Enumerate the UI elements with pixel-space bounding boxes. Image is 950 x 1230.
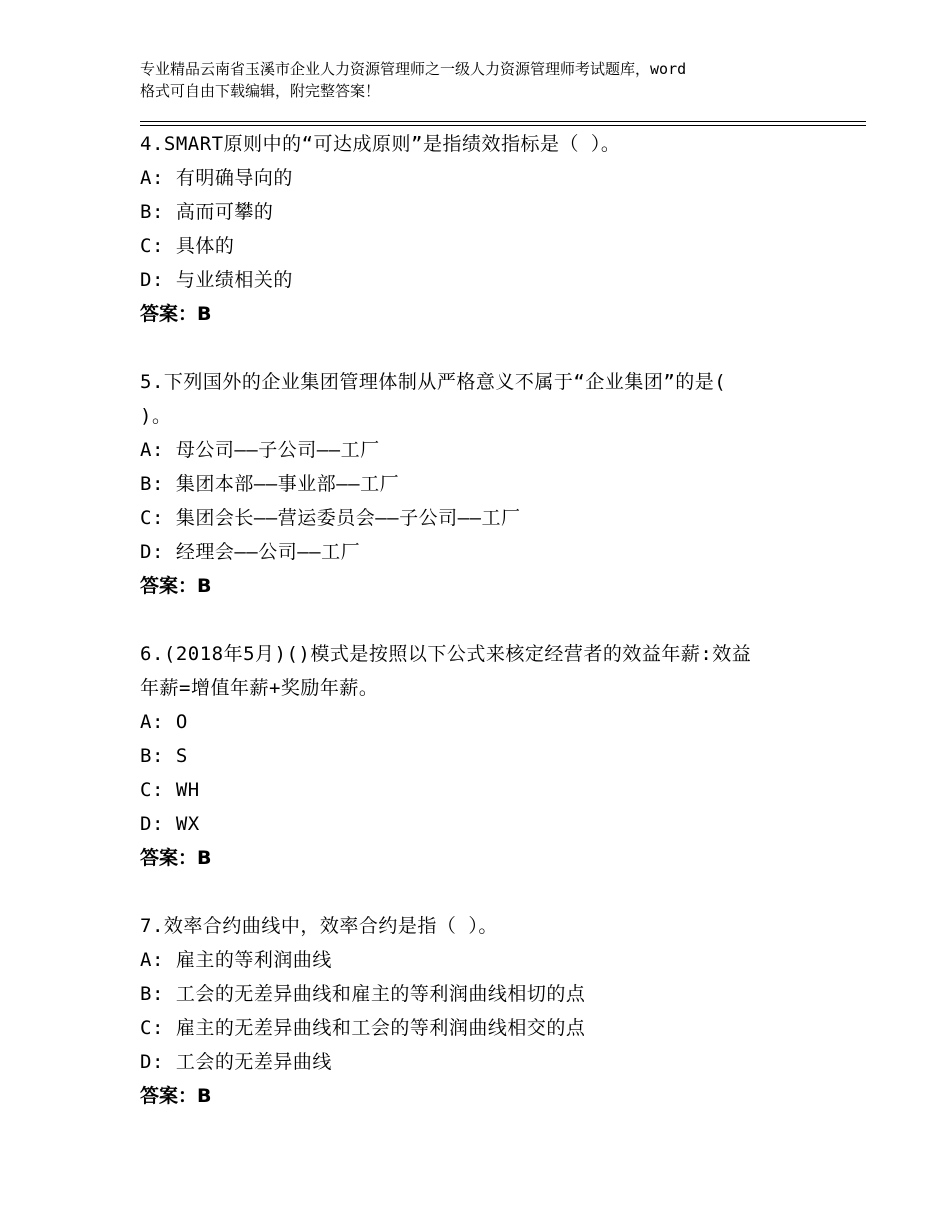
- header-divider: [140, 121, 866, 126]
- option-a: A: 雇主的等利润曲线: [140, 949, 332, 971]
- answer: 答案：B: [140, 575, 212, 597]
- answer: 答案：B: [140, 1085, 212, 1107]
- option-d: D: 与业绩相关的: [140, 269, 293, 291]
- option-a: A: 有明确导向的: [140, 167, 293, 189]
- option-a: A: O: [140, 711, 188, 733]
- question-stem: 7.效率合约曲线中，效率合约是指（ ）。: [140, 915, 498, 937]
- option-d: D: WX: [140, 813, 200, 835]
- question-7: [140, 909, 840, 1113]
- option-d: D: 工会的无差异曲线: [140, 1051, 332, 1073]
- question-6: [140, 637, 840, 875]
- option-b: B: S: [140, 745, 188, 767]
- header-line-1: 专业精品云南省玉溪市企业人力资源管理师之一级人力资源管理师考试题库，word: [140, 60, 687, 78]
- option-c: C: 雇主的无差异曲线和工会的等利润曲线相交的点: [140, 1017, 586, 1039]
- question-stem-continued: 年薪=增值年薪+奖励年薪。: [140, 677, 379, 699]
- question-stem: 5.下列国外的企业集团管理体制从严格意义不属于“企业集团”的是(: [140, 371, 727, 393]
- question-4: [140, 127, 840, 331]
- question-stem-continued: )。: [140, 405, 172, 427]
- option-d: D: 经理会——公司——工厂: [140, 541, 361, 563]
- question-stem: 6.(2018年5月)()模式是按照以下公式来核定经营者的效益年薪:效益: [140, 643, 752, 665]
- question-list: [140, 127, 840, 1147]
- option-b: B: 工会的无差异曲线和雇主的等利润曲线相切的点: [140, 983, 586, 1005]
- question-5: [140, 365, 840, 603]
- option-c: C: 集团会长——营运委员会——子公司——工厂: [140, 507, 521, 529]
- option-a: A: 母公司——子公司——工厂: [140, 439, 380, 461]
- option-b: B: 集团本部——事业部——工厂: [140, 473, 400, 495]
- header-line-2: 格式可自由下载编辑，附完整答案！: [140, 82, 381, 100]
- option-c: C: 具体的: [140, 235, 235, 257]
- answer: 答案：B: [140, 303, 212, 325]
- option-b: B: 高而可攀的: [140, 201, 274, 223]
- document-header: [140, 58, 830, 102]
- question-stem: 4.SMART原则中的“可达成原则”是指绩效指标是（ ）。: [140, 133, 621, 155]
- answer: 答案：B: [140, 847, 212, 869]
- option-c: C: WH: [140, 779, 200, 801]
